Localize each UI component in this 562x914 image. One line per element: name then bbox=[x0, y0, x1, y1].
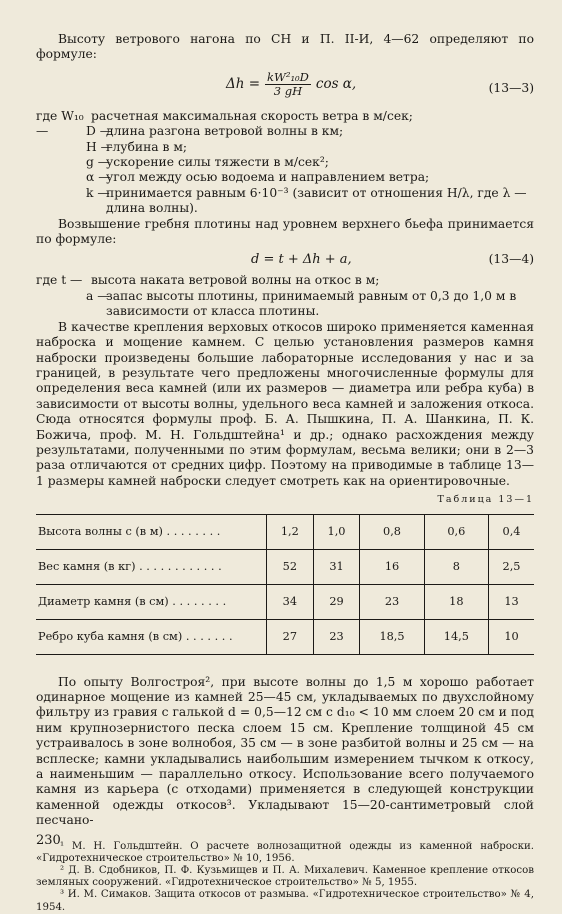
row-label: Вес камня (в кг) . . . . . . . . . . . . bbox=[36, 549, 267, 584]
table-cell: 0,4 bbox=[489, 514, 534, 549]
footnote: ² Д. В. Сдобников, П. Ф. Кузьмищев и П. А. Михалевич. Каменное крепление откосов земляных сооружений. «Гидротехническое строительство» № 5, 1955. bbox=[36, 865, 534, 889]
formula-13-3 bbox=[36, 67, 534, 107]
table-cell: 1,0 bbox=[313, 514, 360, 549]
table-row bbox=[36, 584, 534, 619]
footnote: ³ И. М. Симаков. Защита откосов от размыва. «Гидротехническое строительство» № 4, 1954. bbox=[36, 889, 534, 913]
intro-paragraph: Высоту ветрового нагона по СН и П. II-И, 4—62 определяют по формуле: bbox=[36, 32, 534, 62]
formula-lhs: Δh = bbox=[226, 75, 261, 92]
table-cell: 13 bbox=[489, 584, 534, 619]
formula-body: d = t + Δh + a, bbox=[251, 252, 352, 268]
table-row bbox=[36, 514, 534, 549]
table-caption: Таблица 13—1 bbox=[437, 494, 534, 506]
formula-number: (13—3) bbox=[488, 80, 534, 95]
formula-13-4 bbox=[36, 249, 534, 271]
table-cell: 23 bbox=[360, 584, 424, 619]
table-cell: 18 bbox=[424, 584, 488, 619]
table-cell: 0,6 bbox=[424, 514, 488, 549]
formula-number: (13—4) bbox=[488, 252, 534, 267]
definition-item: k — принимается равным 6·10⁻³ (зависит от отношения H/λ, где λ — длина волны). bbox=[86, 185, 527, 216]
table-cell: 0,8 bbox=[360, 514, 424, 549]
definition-item: D — длина разгона ветровой волны в км; bbox=[86, 124, 344, 139]
table-cell: 34 bbox=[267, 584, 314, 619]
table-cell: 1,2 bbox=[267, 514, 314, 549]
table-row bbox=[36, 619, 534, 654]
row-label: Высота волны с (в м) . . . . . . . . bbox=[38, 524, 221, 538]
row-label: Ребро куба камня (в см) . . . . . . . bbox=[36, 619, 267, 654]
table-cell: 2,5 bbox=[489, 549, 534, 584]
crest-paragraph: Возвышение гребня плотины над уровнем верхнего бьефа принимается по формуле: bbox=[36, 216, 534, 247]
formula-denominator: 3 gH bbox=[273, 83, 303, 98]
definitions-list bbox=[36, 109, 534, 217]
table-cell: 18,5 bbox=[360, 619, 424, 654]
table-row bbox=[36, 549, 534, 584]
table-cell: 29 bbox=[313, 584, 360, 619]
definition-item: H — глубина в м; bbox=[86, 139, 188, 154]
footnote: ¹ М. Н. Гольдштейн. О расчете волнозащитной одежды из каменной наброски. «Гидротехническое строительство» № 10, 1956. bbox=[36, 840, 534, 864]
volgostroy-paragraph: По опыту Волгостроя², при высоте волны до 1,5 м хорошо работает одинарное мощение из камней 25—45 см, укладываемых по двухслойному фильтру из гравия с галькой d = 0,5—12 см с d₁₀ < 10 мм слоем 20 см и под ним крупнозернистого песка слоем 15 см. Крепление толщиной 45 см устраивалось в зоне волнобоя, 35 см — в зоне разбитой волны и 25 см — на всплеске; камни укладывались наибольшим измерением тычком к откосу, а наименьшим — параллельно откосу. Использование всего получаемого камня из карьера (с отходами) применяется в следующей конструкции каменной одежды откосов³. Укладывают 15—20-сантиметровый слой песчано- bbox=[36, 674, 534, 828]
table-cell: 31 bbox=[313, 549, 360, 584]
main-paragraph: В качестве крепления верховых откосов широко применяется каменная наброска и мощение камнем. С целью установления размеров камня наброски произведены большие лабораторные исследования у нас и за границей, в результате чего предложены многочисленные формулы для определения веса камней (или их размеров — диаметра или ребра куба) в зависимости от высоты волны, удельного веса камней и заложения откоса. Сюда относятся формулы проф. Б. А. Пышкина, П. А. Шанкина, П. К. Божича, проф. М. Н. Гольдштейна¹ и др.; однако расхождения между результатами, полученными по этим формулам, весьма велики; они в 2—3 раза отличаются от средних цифр. Поэтому на приводимые в таблице 13—1 размеры камней наброски следует смотреть как на ориентировочные. bbox=[36, 319, 534, 488]
table-cell: 52 bbox=[267, 549, 314, 584]
page-number: 230 bbox=[36, 833, 61, 848]
footnotes bbox=[36, 841, 534, 914]
definitions-list-2 bbox=[36, 273, 534, 319]
definition-item: α — угол между осью водоема и направлением ветра; bbox=[86, 170, 430, 185]
definition-item: g — ускорение силы тяжести в м/сек²; bbox=[86, 155, 329, 170]
table-cell: 23 bbox=[313, 619, 360, 654]
formula-tail: cos α, bbox=[315, 75, 357, 92]
table-cell: 10 bbox=[489, 619, 534, 654]
definition-item: где W₁₀ — расчетная максимальная скорость ветра в м/сек; bbox=[36, 108, 413, 139]
table-cell: 8 bbox=[424, 549, 488, 584]
table-cell: 16 bbox=[360, 549, 424, 584]
table-cell: 27 bbox=[267, 619, 314, 654]
formula-numerator: kW²₁₀D bbox=[267, 69, 309, 84]
formula-fraction bbox=[265, 71, 311, 98]
stone-size-table bbox=[36, 514, 534, 655]
row-label: Диаметр камня (в см) . . . . . . . . bbox=[36, 584, 267, 619]
definition-item: где t — высота наката ветровой волны на откос в м; bbox=[36, 273, 380, 288]
table-cell: 14,5 bbox=[424, 619, 488, 654]
definition-item: a — запас высоты плотины, принимаемый равным от 0,3 до 1,0 м в зависимости от класса плотины. bbox=[86, 288, 517, 319]
